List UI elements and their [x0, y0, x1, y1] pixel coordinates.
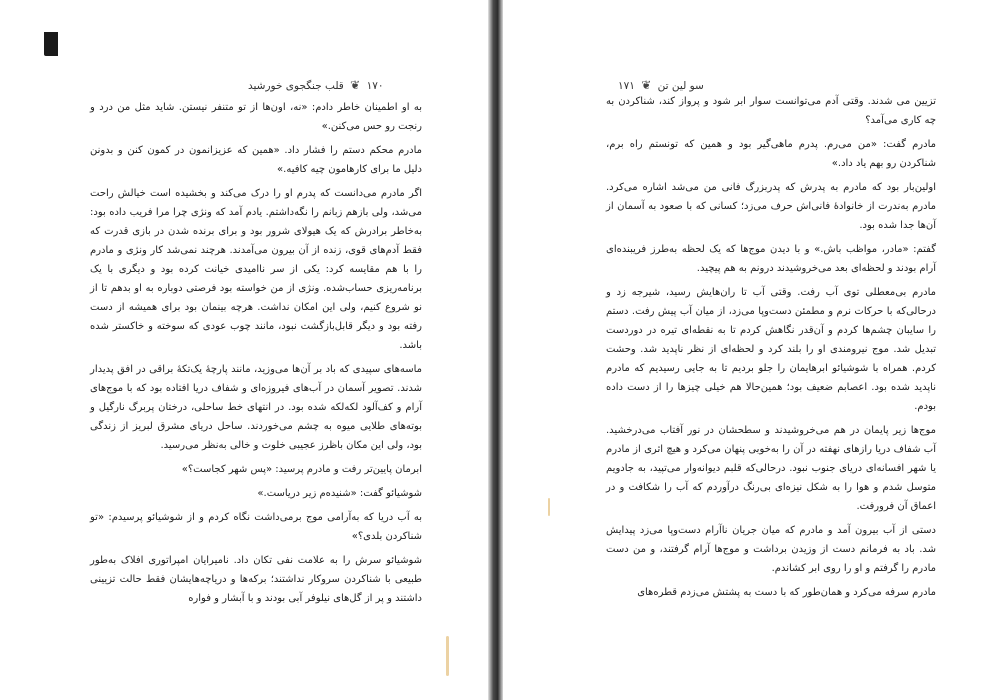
book-gutter	[488, 0, 503, 700]
paragraph: گفتم: «مادر، مواظب باش.» و با دیدن موج‌ها که یک لحظه به‌طرز فریبنده‌ای آرام بودند و لحظه‌ای بعد می‌خروشیدند درونم به هم پیچید.	[606, 244, 936, 274]
right-page-body	[606, 92, 936, 607]
paragraph: به او اطمینان خاطر دادم: «نه، اون‌ها از تو متنفر نیستن. شاید مثل من درد و رنجت رو حس می‌کنن.»	[90, 102, 422, 132]
paragraph: تزیین می‌ شدند. وقتی آدم می‌توانست سوار ابر شود و پرواز کند، شناکردن به چه کاری می‌آمد؟	[606, 96, 936, 126]
paragraph: مادرم محکم دستم را فشار داد. «همین که عزیزانمون در کمون کنن و بدونن دلیل ما برای کارهامون چیه کافیه.»	[90, 145, 422, 175]
paragraph: ماسه‌های سپیدی که باد بر آن‌ها می‌وزید، مانند پارچهٔ یک‌تکهٔ براقی در افق پدیدار شدند. تصویر آسمان در آب‌های فیروزه‌ای و شفاف دریا افتاده بود که با موج‌های آرام و کف‌آلود لکه‌لکه شده بود. در انتهای خط ساحلی، درختان پربرگ نارگیل و بوته‌های طلایی میوه به چشم می‌خوردند. ساحل دریای مشرق لبریز از زندگی بود، ولی این مکان با‌ظرز عجیبی خلوت و خالی به‌نظر می‌رسید.	[90, 364, 422, 451]
paragraph: موج‌ها زیر پایمان در هم می‌خروشیدند و سطحشان در نور آفتاب می‌درخشید. آب شفاف دریا رازهای نهفته در آن را به‌خوبی پنهان می‌کرد و هیچ اثری از مادرم یا شهر افسانه‌ای دریای جنوب نبود. درحالی‌که قلبم دیوانه‌وار می‌تپید، به جادویم متوسل شدم و هوا را به شکل نیزه‌ای بی‌رنگ درآوردم که آب را شکافت و در اعماق آن فرورفت.	[606, 425, 936, 512]
paragraph: شوشیائو سرش را به علامت نفی تکان داد. نامیرایان امپراتوری افلاک به‌طور طبیعی با شناکردن سروکار نداشتند؛ برکه‌ها و دریاچه‌هایشان فقط حالت تزیینی داشتند و پر از گل‌های نیلوفر آبی بودند و با آبشار و فواره	[90, 555, 422, 604]
paragraph: مادرم بی‌معطلی توی آب رفت. وقتی آب تا ران‌هایش رسید، شیرجه زد و درحالی‌که با حرکات نرم و مطمئن دست‌وپا می‌زد، از میان آب پیش رفت. دستم را سایبان چشم‌ها کردم و آن‌قدر نگاهش کردم تا به نقطه‌ای تیره در دوردست تبدیل شد. موج نیرومندی او را بلند کرد و لحظه‌ای از نظر ناپدید شد. وحشت کردم. همراه با شوشیائو ابرهایمان را جلو بردیم تا به جایی رسیدیم که مادرم ناپدید شده بود. اعصابم ضعیف بود؛ همین‌حالا هم خیلی چیزها را از دست داده بودم.	[606, 287, 936, 412]
paper-stain	[548, 498, 550, 516]
fleuron-icon: ❦	[641, 78, 652, 92]
paper-stain	[446, 636, 449, 676]
right-running-head	[618, 78, 704, 92]
page-number-right: ۱۷۱	[618, 80, 635, 92]
paragraph: شوشیائو گفت: «شنیده‌م زیر دریاست.»	[257, 488, 422, 499]
author-name-header: سو لین تن	[657, 80, 704, 92]
corner-bookmark-mark	[44, 32, 58, 56]
paragraph: اولین‌بار بود که مادرم به پدرش که پدربزرگ فانی من می‌شد اشاره می‌کرد. مادرم به‌ندرت از خانوادهٔ فانی‌اش حرف می‌زد؛ کسانی که با صعود به آسمان از آن‌ها جدا شده بود.	[606, 182, 936, 231]
paragraph: مادرم گفت: «من می‌رم. پدرم ماهی‌گیر بود و همین که تونستم راه برم، شناکردن رو بهم یاد داد.»	[606, 139, 936, 169]
paragraph: به آب دریا که به‌آرامی موج برمی‌داشت نگاه کردم و از شوشیائو پرسیدم: «تو شناکردن بلدی؟»	[90, 512, 422, 542]
paragraph: ابرمان پایین‌تر رفت و مادرم پرسید: «پس شهر کجاست؟»	[181, 464, 422, 475]
paragraph: اگر مادرم می‌دانست که پدرم او را درک می‌کند و بخشیده است خیالش راحت می‌شد، ولی بازهم زبانم را نگه‌داشتم. یادم آمد که ونژی چرا مرا فریب داده بود: به‌خاطر برادرش که یک هیولای شرور بود و برای برنده شدن در بازی قدرت که فقط آدم‌های قوی، زنده از آن بیرون می‌آمدند. هرچند نمی‌شد کار ونژی و مادرم را با هم مقایسه کرد: یکی از سر ناامیدی خیانت کرده بود و دیگری با یک برنامه‌ریزی حساب‌شده. ونژی از من خواسته بود فرصتی دوباره به او بدهم تا از نو شروع کنیم، ولی این امکان نداشت. هرچه بینمان بود برای همیشه از دست رفته بود و دیگر قابل‌بازگشت نبود، مانند چوب عودی که سوخته و خاکستر شده باشد.	[90, 188, 422, 351]
fleuron-icon: ❦	[350, 78, 361, 92]
paragraph: دستی از آب بیرون آمد و مادرم که میان جریان ناآرام دست‌وپا می‌زد پیدایش شد. باد به فرمانم دست از وزیدن برداشت و موج‌ها آرام گرفتند، و من دست مادرم را گرفتم و او را روی ابر کشاندم.	[606, 525, 936, 574]
paragraph: مادرم سرفه می‌کرد و همان‌طور که با دست به پشتش می‌زدم قطره‌های	[637, 587, 936, 598]
book-title-header: قلب جنگجوی خورشید	[248, 80, 344, 92]
left-page-body	[90, 98, 422, 613]
page-number-left: ۱۷۰	[366, 80, 384, 92]
left-running-head	[248, 78, 384, 92]
